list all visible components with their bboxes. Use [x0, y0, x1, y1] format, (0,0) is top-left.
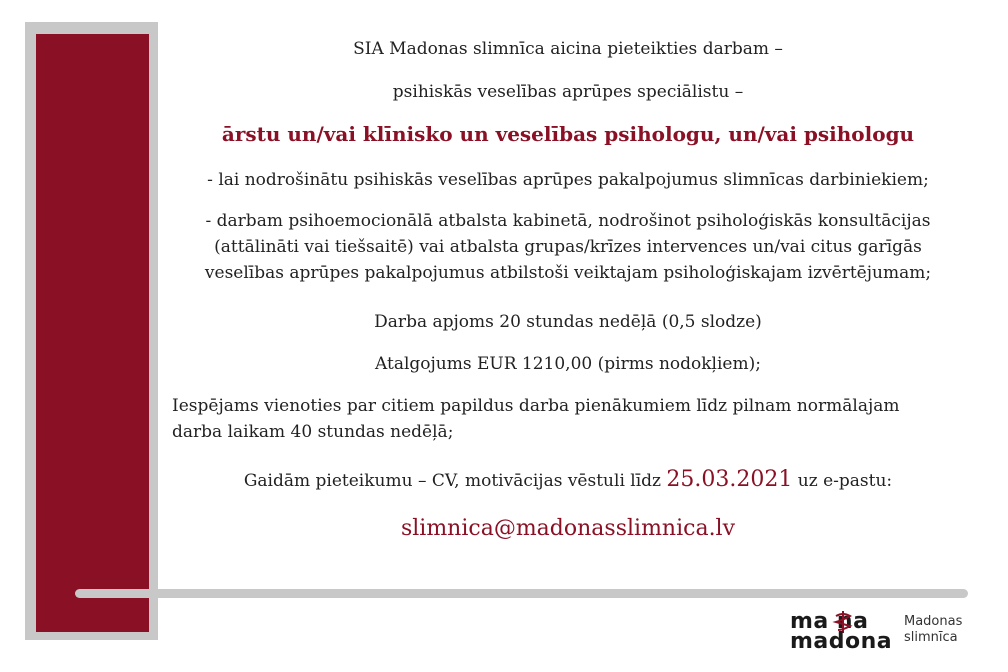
- logo-name-l2: slimnīca: [904, 630, 958, 645]
- extra-duties-l2: darba laikam 40 stundas nedēļā;: [172, 422, 454, 442]
- cta-text: Gaidām pieteikumu – CV, motivācijas vēstuli līdz: [243, 471, 661, 491]
- decorative-panel: [36, 34, 149, 632]
- workload-line: Darba apjoms 20 stundas nedēļā (0,5 slodze): [374, 312, 762, 332]
- bullet-staff-services: - lai nodrošinātu psihiskās veselības aprūpes pakalpojumus slimnīcas darbiniekiem;: [207, 170, 929, 190]
- logo-word-bottom: madona: [790, 629, 893, 654]
- logo-name-l1: Madonas: [904, 614, 963, 629]
- logo-word-top: ma na: [790, 609, 869, 634]
- intro-line: SIA Madonas slimnīca aicina pieteikties darbam –: [353, 39, 783, 59]
- specialist-line: psihiskās veselības aprūpes speciālistu –: [392, 82, 744, 102]
- hospital-logo: [790, 609, 990, 654]
- cta-suffix: uz e-pastu:: [797, 471, 893, 491]
- logo-name: [904, 614, 962, 646]
- contact-email[interactable]: slimnica@madonasslimnica.lv: [400, 516, 736, 541]
- position-heading: ārstu un/vai klīnisko un veselības psihologu, un/vai psihologu: [221, 122, 915, 146]
- salary-line: Atalgojums EUR 1210,00 (pirms nodokļiem);: [375, 354, 761, 374]
- cta-line: [168, 469, 968, 492]
- deadline-date: 25.03.2021: [666, 467, 793, 492]
- footer-divider: [75, 589, 968, 598]
- bullet-cabinet-l3: veselības aprūpes pakalpojumus atbilstoši veiktajam psiholoģiskajam izvērtējumam;: [204, 263, 932, 283]
- bullet-cabinet-l2: (attālināti vai tiešsaitē) vai atbalsta grupas/krīzes intervences un/vai citus garīgās: [214, 237, 922, 257]
- bullet-cabinet-l1: - darbam psihoemocionālā atbalsta kabinetā, nodrošinot psiholoģiskās konsultācijas: [205, 211, 931, 231]
- extra-duties-l1: Iespējams vienoties par citiem papildus darba pienākumiem līdz pilnam normālajam: [172, 396, 900, 416]
